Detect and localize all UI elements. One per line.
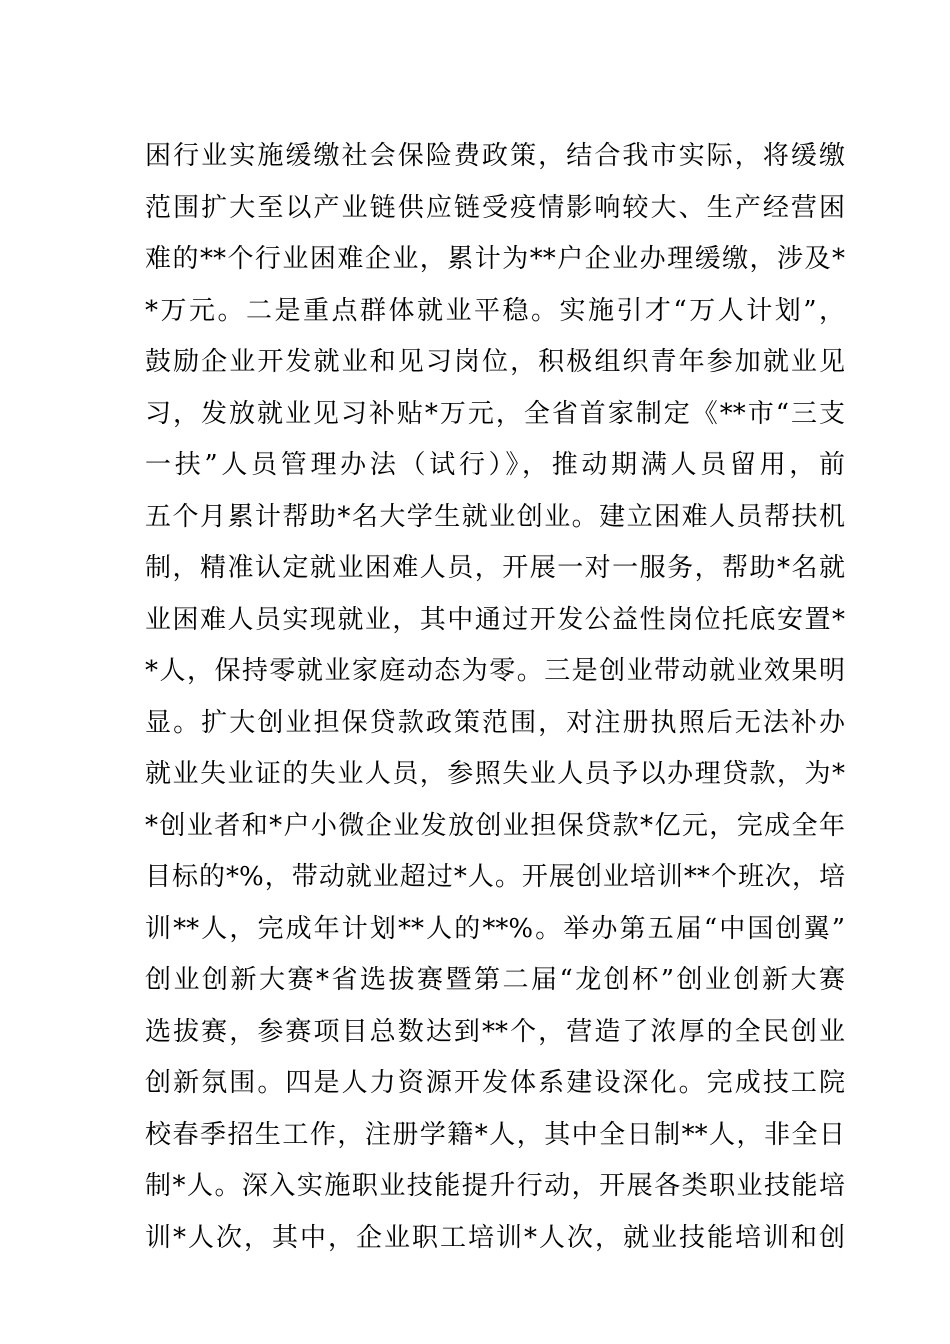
text-line: 就业失业证的失业人员，参照失业人员予以办理贷款，为* xyxy=(145,759,845,789)
text-line: 校春季招生工作，注册学籍*人，其中全日制**人，非全日 xyxy=(145,1119,845,1150)
text-line: 训**人，完成年计划**人的**%。举办第五届“中国创翼” xyxy=(145,913,845,944)
body-paragraph xyxy=(145,131,845,1264)
text-line: 范围扩大至以产业链供应链受疫情影响较大、生产经营困 xyxy=(145,192,845,223)
text-line: 业困难人员实现就业，其中通过开发公益性岗位托底安置* xyxy=(145,604,845,635)
text-line: 制*人。深入实施职业技能提升行动，开展各类职业技能培 xyxy=(145,1171,845,1201)
text-line: 训*人次，其中，企业职工培训*人次，就业技能培训和创 xyxy=(145,1222,845,1253)
text-line: 选拔赛，参赛项目总数达到**个，营造了浓厚的全民创业 xyxy=(145,1016,845,1047)
text-line: 习，发放就业见习补贴*万元，全省首家制定《**市“三支 xyxy=(145,398,845,429)
text-line: 鼓励企业开发就业和见习岗位，积极组织青年参加就业见 xyxy=(145,347,845,377)
text-line: 创新氛围。四是人力资源开发体系建设深化。完成技工院 xyxy=(145,1068,845,1098)
text-line: *人，保持零就业家庭动态为零。三是创业带动就业效果明 xyxy=(145,656,845,686)
text-line: 显。扩大创业担保贷款政策范围，对注册执照后无法补办 xyxy=(145,707,845,738)
text-line: 困行业实施缓缴社会保险费政策，结合我市实际，将缓缴 xyxy=(145,141,845,171)
text-line: 目标的*%，带动就业超过*人。开展创业培训**个班次，培 xyxy=(145,862,845,892)
text-line: *创业者和*户小微企业发放创业担保贷款*亿元，完成全年 xyxy=(145,810,845,841)
text-line: 五个月累计帮助*名大学生就业创业。建立困难人员帮扶机 xyxy=(145,501,845,532)
text-line: 创业创新大赛*省选拔赛暨第二届“龙创杯”创业创新大赛 xyxy=(145,965,845,995)
text-line: 难的**个行业困难企业，累计为**户企业办理缓缴，涉及* xyxy=(145,244,845,274)
text-line: 一扶”人员管理办法（试行）》，推动期满人员留用，前 xyxy=(145,450,845,480)
text-line: 制，精准认定就业困难人员，开展一对一服务，帮助*名就 xyxy=(145,553,845,583)
text-line: *万元。二是重点群体就业平稳。实施引才“万人计划”， xyxy=(145,295,845,326)
